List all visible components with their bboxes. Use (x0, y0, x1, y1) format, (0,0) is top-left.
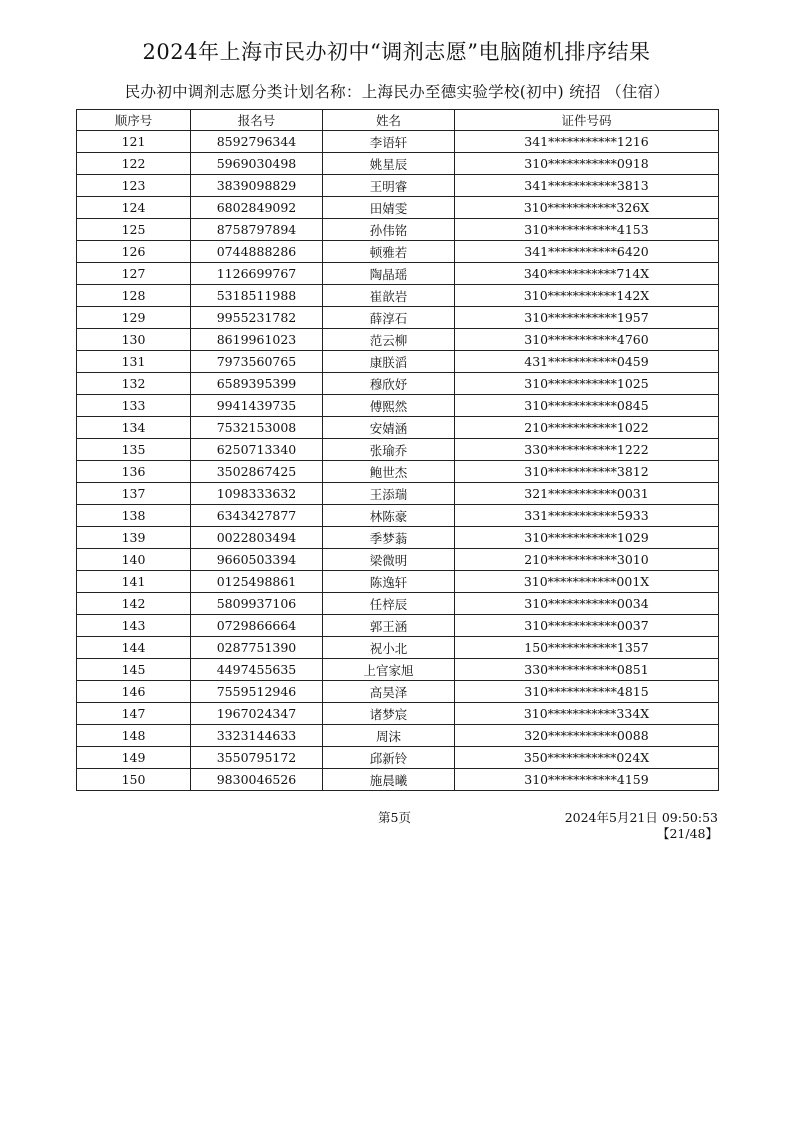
cell-id-number: 310***********001X (455, 571, 719, 593)
table-row (77, 593, 719, 615)
cell-registration-no: 9830046526 (191, 769, 323, 791)
cell-sequence: 127 (77, 263, 191, 285)
cell-sequence: 137 (77, 483, 191, 505)
cell-sequence: 145 (77, 659, 191, 681)
cell-name: 薛淳石 (323, 307, 455, 329)
cell-id-number: 310***********326X (455, 197, 719, 219)
cell-name: 诸梦宸 (323, 703, 455, 725)
table-row (77, 725, 719, 747)
cell-sequence: 138 (77, 505, 191, 527)
cell-id-number: 310***********0034 (455, 593, 719, 615)
cell-sequence: 130 (77, 329, 191, 351)
cell-registration-no: 3323144633 (191, 725, 323, 747)
cell-sequence: 141 (77, 571, 191, 593)
table-row (77, 395, 719, 417)
cell-id-number: 310***********1025 (455, 373, 719, 395)
cell-sequence: 134 (77, 417, 191, 439)
cell-name: 季梦蓊 (323, 527, 455, 549)
cell-name: 陶晶瑶 (323, 263, 455, 285)
cell-registration-no: 0744888286 (191, 241, 323, 263)
cell-name: 田婧雯 (323, 197, 455, 219)
cell-registration-no: 0287751390 (191, 637, 323, 659)
cell-id-number: 310***********0918 (455, 153, 719, 175)
cell-sequence: 136 (77, 461, 191, 483)
cell-registration-no: 6250713340 (191, 439, 323, 461)
table-row (77, 483, 719, 505)
cell-id-number: 310***********1957 (455, 307, 719, 329)
table-header-row (77, 110, 719, 131)
page-count: 【21/48】 (656, 826, 718, 841)
cell-sequence: 150 (77, 769, 191, 791)
cell-id-number: 321***********0031 (455, 483, 719, 505)
document-title: 2024年上海市民办初中“调剂志愿”电脑随机排序结果 (142, 40, 651, 64)
cell-id-number: 210***********3010 (455, 549, 719, 571)
table-row (77, 461, 719, 483)
table-row (77, 175, 719, 197)
cell-registration-no: 8758797894 (191, 219, 323, 241)
cell-registration-no: 5969030498 (191, 153, 323, 175)
table-row (77, 307, 719, 329)
cell-sequence: 148 (77, 725, 191, 747)
cell-name: 任梓辰 (323, 593, 455, 615)
cell-id-number: 341***********1216 (455, 131, 719, 153)
cell-id-number: 431***********0459 (455, 351, 719, 373)
cell-sequence: 122 (77, 153, 191, 175)
cell-name: 上官家旭 (323, 659, 455, 681)
plan-name-subtitle: 民办初中调剂志愿分类计划名称：上海民办至德实验学校(初中) 统招 （住宿） (124, 83, 670, 101)
cell-id-number: 330***********0851 (455, 659, 719, 681)
table-row (77, 285, 719, 307)
cell-registration-no: 5318511988 (191, 285, 323, 307)
header-id-number: 证件号码 (455, 110, 719, 131)
table-row (77, 615, 719, 637)
table-row (77, 131, 719, 153)
cell-registration-no: 1967024347 (191, 703, 323, 725)
cell-name: 穆欣妤 (323, 373, 455, 395)
cell-sequence: 128 (77, 285, 191, 307)
header-registration-no: 报名号 (191, 110, 323, 131)
cell-id-number: 150***********1357 (455, 637, 719, 659)
table-row (77, 373, 719, 395)
cell-name: 林陈豪 (323, 505, 455, 527)
cell-id-number: 341***********6420 (455, 241, 719, 263)
table-row (77, 571, 719, 593)
cell-name: 范云柳 (323, 329, 455, 351)
cell-name: 祝小北 (323, 637, 455, 659)
cell-name: 孙伟铭 (323, 219, 455, 241)
cell-name: 崔歆岩 (323, 285, 455, 307)
cell-registration-no: 5809937106 (191, 593, 323, 615)
cell-sequence: 132 (77, 373, 191, 395)
cell-sequence: 135 (77, 439, 191, 461)
cell-sequence: 144 (77, 637, 191, 659)
cell-registration-no: 0125498861 (191, 571, 323, 593)
header-name: 姓名 (323, 110, 455, 131)
cell-sequence: 133 (77, 395, 191, 417)
cell-registration-no: 8592796344 (191, 131, 323, 153)
table-row (77, 351, 719, 373)
cell-registration-no: 9660503394 (191, 549, 323, 571)
cell-id-number: 310***********0037 (455, 615, 719, 637)
table-row (77, 219, 719, 241)
cell-id-number: 210***********1022 (455, 417, 719, 439)
cell-name: 王明睿 (323, 175, 455, 197)
cell-registration-no: 1126699767 (191, 263, 323, 285)
cell-name: 梁微明 (323, 549, 455, 571)
cell-sequence: 143 (77, 615, 191, 637)
cell-id-number: 310***********0845 (455, 395, 719, 417)
cell-name: 王添瑞 (323, 483, 455, 505)
cell-sequence: 147 (77, 703, 191, 725)
table-row (77, 329, 719, 351)
cell-sequence: 123 (77, 175, 191, 197)
cell-registration-no: 7973560765 (191, 351, 323, 373)
cell-sequence: 126 (77, 241, 191, 263)
cell-id-number: 310***********142X (455, 285, 719, 307)
cell-sequence: 124 (77, 197, 191, 219)
cell-registration-no: 9941439735 (191, 395, 323, 417)
cell-registration-no: 6802849092 (191, 197, 323, 219)
cell-sequence: 146 (77, 681, 191, 703)
cell-id-number: 310***********4153 (455, 219, 719, 241)
page-number: 第5页 (378, 810, 411, 825)
cell-registration-no: 6343427877 (191, 505, 323, 527)
cell-registration-no: 0729866664 (191, 615, 323, 637)
cell-registration-no: 9955231782 (191, 307, 323, 329)
table-row (77, 681, 719, 703)
cell-name: 陈逸轩 (323, 571, 455, 593)
cell-id-number: 310***********4760 (455, 329, 719, 351)
cell-id-number: 350***********024X (455, 747, 719, 769)
cell-registration-no: 3839098829 (191, 175, 323, 197)
table-row (77, 197, 719, 219)
cell-name: 高昊泽 (323, 681, 455, 703)
cell-registration-no: 7559512946 (191, 681, 323, 703)
cell-registration-no: 8619961023 (191, 329, 323, 351)
cell-name: 邱新铃 (323, 747, 455, 769)
cell-id-number: 330***********1222 (455, 439, 719, 461)
table-row (77, 439, 719, 461)
table-row (77, 703, 719, 725)
cell-id-number: 340***********714X (455, 263, 719, 285)
cell-name: 姚星辰 (323, 153, 455, 175)
cell-name: 周沫 (323, 725, 455, 747)
table-row (77, 549, 719, 571)
table-row (77, 747, 719, 769)
table-row (77, 527, 719, 549)
cell-registration-no: 7532153008 (191, 417, 323, 439)
cell-id-number: 310***********4159 (455, 769, 719, 791)
cell-id-number: 310***********334X (455, 703, 719, 725)
table-row (77, 769, 719, 791)
table-row (77, 263, 719, 285)
cell-registration-no: 4497455635 (191, 659, 323, 681)
cell-id-number: 310***********3812 (455, 461, 719, 483)
cell-sequence: 139 (77, 527, 191, 549)
cell-id-number: 341***********3813 (455, 175, 719, 197)
results-table (76, 109, 719, 791)
cell-sequence: 140 (77, 549, 191, 571)
cell-name: 安婧涵 (323, 417, 455, 439)
cell-registration-no: 3502867425 (191, 461, 323, 483)
cell-registration-no: 1098333632 (191, 483, 323, 505)
results-table-body (77, 131, 719, 791)
cell-registration-no: 6589395399 (191, 373, 323, 395)
cell-id-number: 331***********5933 (455, 505, 719, 527)
table-row (77, 637, 719, 659)
cell-name: 施晨曦 (323, 769, 455, 791)
cell-sequence: 131 (77, 351, 191, 373)
cell-name: 张瑜乔 (323, 439, 455, 461)
header-sequence: 顺序号 (77, 110, 191, 131)
print-timestamp: 2024年5月21日 09:50:53 (564, 810, 718, 825)
cell-name: 康朕滔 (323, 351, 455, 373)
table-row (77, 241, 719, 263)
cell-name: 鲍世杰 (323, 461, 455, 483)
cell-name: 顿雅若 (323, 241, 455, 263)
cell-name: 郭王涵 (323, 615, 455, 637)
cell-sequence: 142 (77, 593, 191, 615)
cell-sequence: 121 (77, 131, 191, 153)
cell-sequence: 129 (77, 307, 191, 329)
cell-id-number: 310***********4815 (455, 681, 719, 703)
cell-id-number: 320***********0088 (455, 725, 719, 747)
table-row (77, 505, 719, 527)
cell-registration-no: 0022803494 (191, 527, 323, 549)
cell-name: 李语轩 (323, 131, 455, 153)
cell-name: 傅熙然 (323, 395, 455, 417)
cell-registration-no: 3550795172 (191, 747, 323, 769)
cell-id-number: 310***********1029 (455, 527, 719, 549)
table-row (77, 417, 719, 439)
cell-sequence: 125 (77, 219, 191, 241)
table-row (77, 659, 719, 681)
cell-sequence: 149 (77, 747, 191, 769)
table-row (77, 153, 719, 175)
